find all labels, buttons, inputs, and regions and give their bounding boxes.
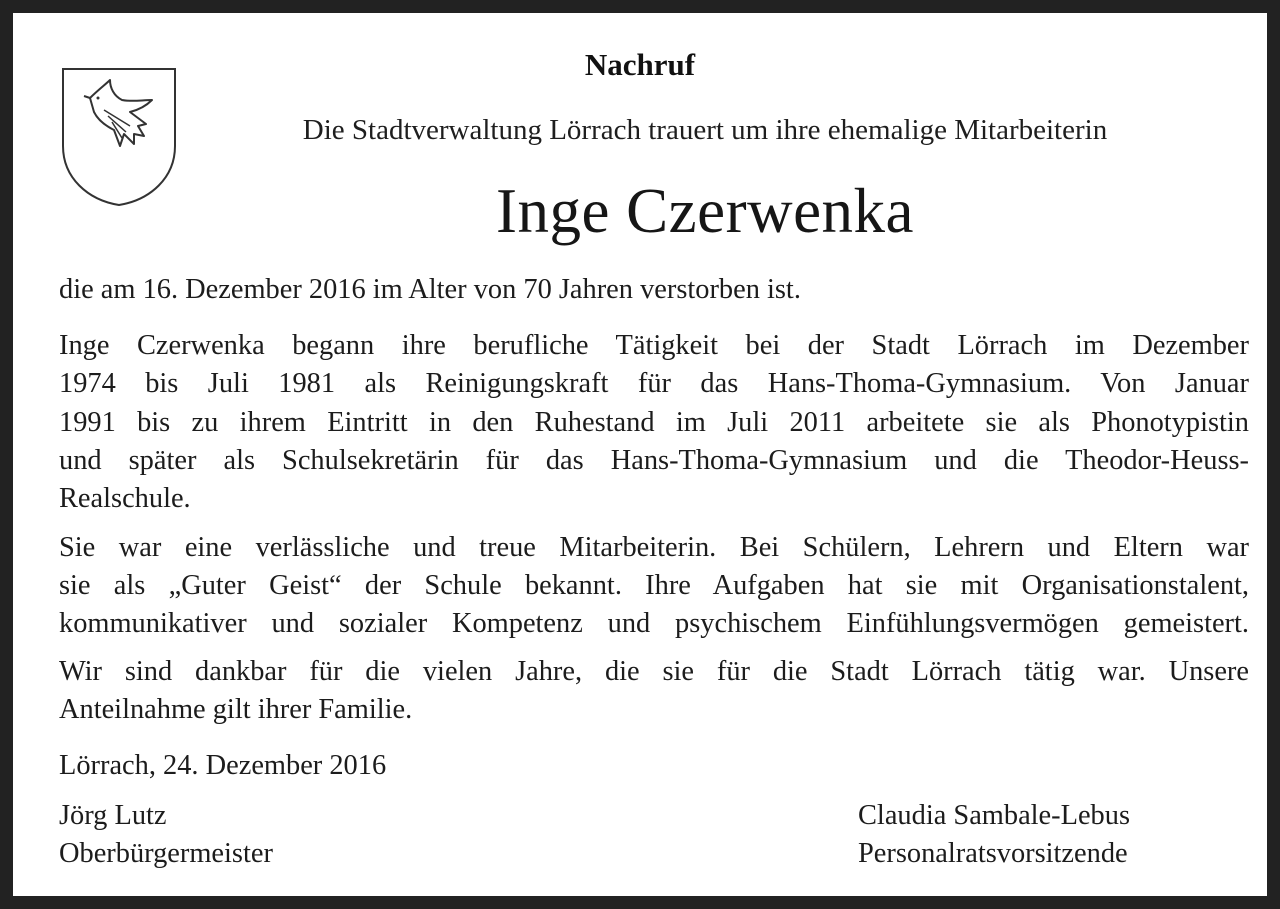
heading: Nachruf <box>584 47 696 82</box>
place-date: Lörrach, 24. Dezember 2016 <box>59 750 387 781</box>
signatory-left-role: Oberbürgermeister <box>59 838 273 869</box>
paragraph3-line: Anteilnahme gilt ihrer Familie. <box>59 694 413 725</box>
deceased-name: Inge Czerwenka <box>495 176 915 246</box>
paragraph1-line: Realschule. <box>59 483 191 514</box>
paragraph1-line: 1974 bis Juli 1981 als Reinigungskraft für das Hans-Thoma-Gymnasium. Von Januar <box>59 368 1249 399</box>
signatory-right-role: Personalratsvorsitzende <box>858 838 1128 869</box>
paragraph1-line: 1991 bis zu ihrem Eintritt in den Ruhestand im Juli 2011 arbeitete sie als Phonotypistin <box>59 407 1249 438</box>
paragraph2-line: sie als „Guter Geist“ der Schule bekannt. Ihre Aufgaben hat sie mit Organisationstalent, <box>59 570 1249 601</box>
death-notice: die am 16. Dezember 2016 im Alter von 70 Jahren verstorben ist. <box>59 274 801 305</box>
paragraph1-line: und später als Schulsekretärin für das Hans-Thoma-Gymnasium und die Theodor-Heuss- <box>59 445 1249 476</box>
signatory-left-name: Jörg Lutz <box>59 800 167 831</box>
paragraph2-line: kommunikativer und sozialer Kompetenz und psychischem Einfühlungsvermögen gemeistert. <box>59 608 1249 639</box>
paragraph2-line: Sie war eine verlässliche und treue Mitarbeiterin. Bei Schülern, Lehrern und Eltern war <box>59 532 1249 563</box>
signatory-right-name: Claudia Sambale-Lebus <box>858 800 1130 831</box>
paragraph1-line: Inge Czerwenka begann ihre berufliche Tätigkeit bei der Stadt Lörrach im Dezember <box>59 330 1249 361</box>
paragraph3-line: Wir sind dankbar für die vielen Jahre, die sie für die Stadt Lörrach tätig war. Unsere <box>59 656 1249 687</box>
intro-text: Die Stadtverwaltung Lörrach trauert um ihre ehemalige Mitarbeiterin <box>302 114 1108 146</box>
